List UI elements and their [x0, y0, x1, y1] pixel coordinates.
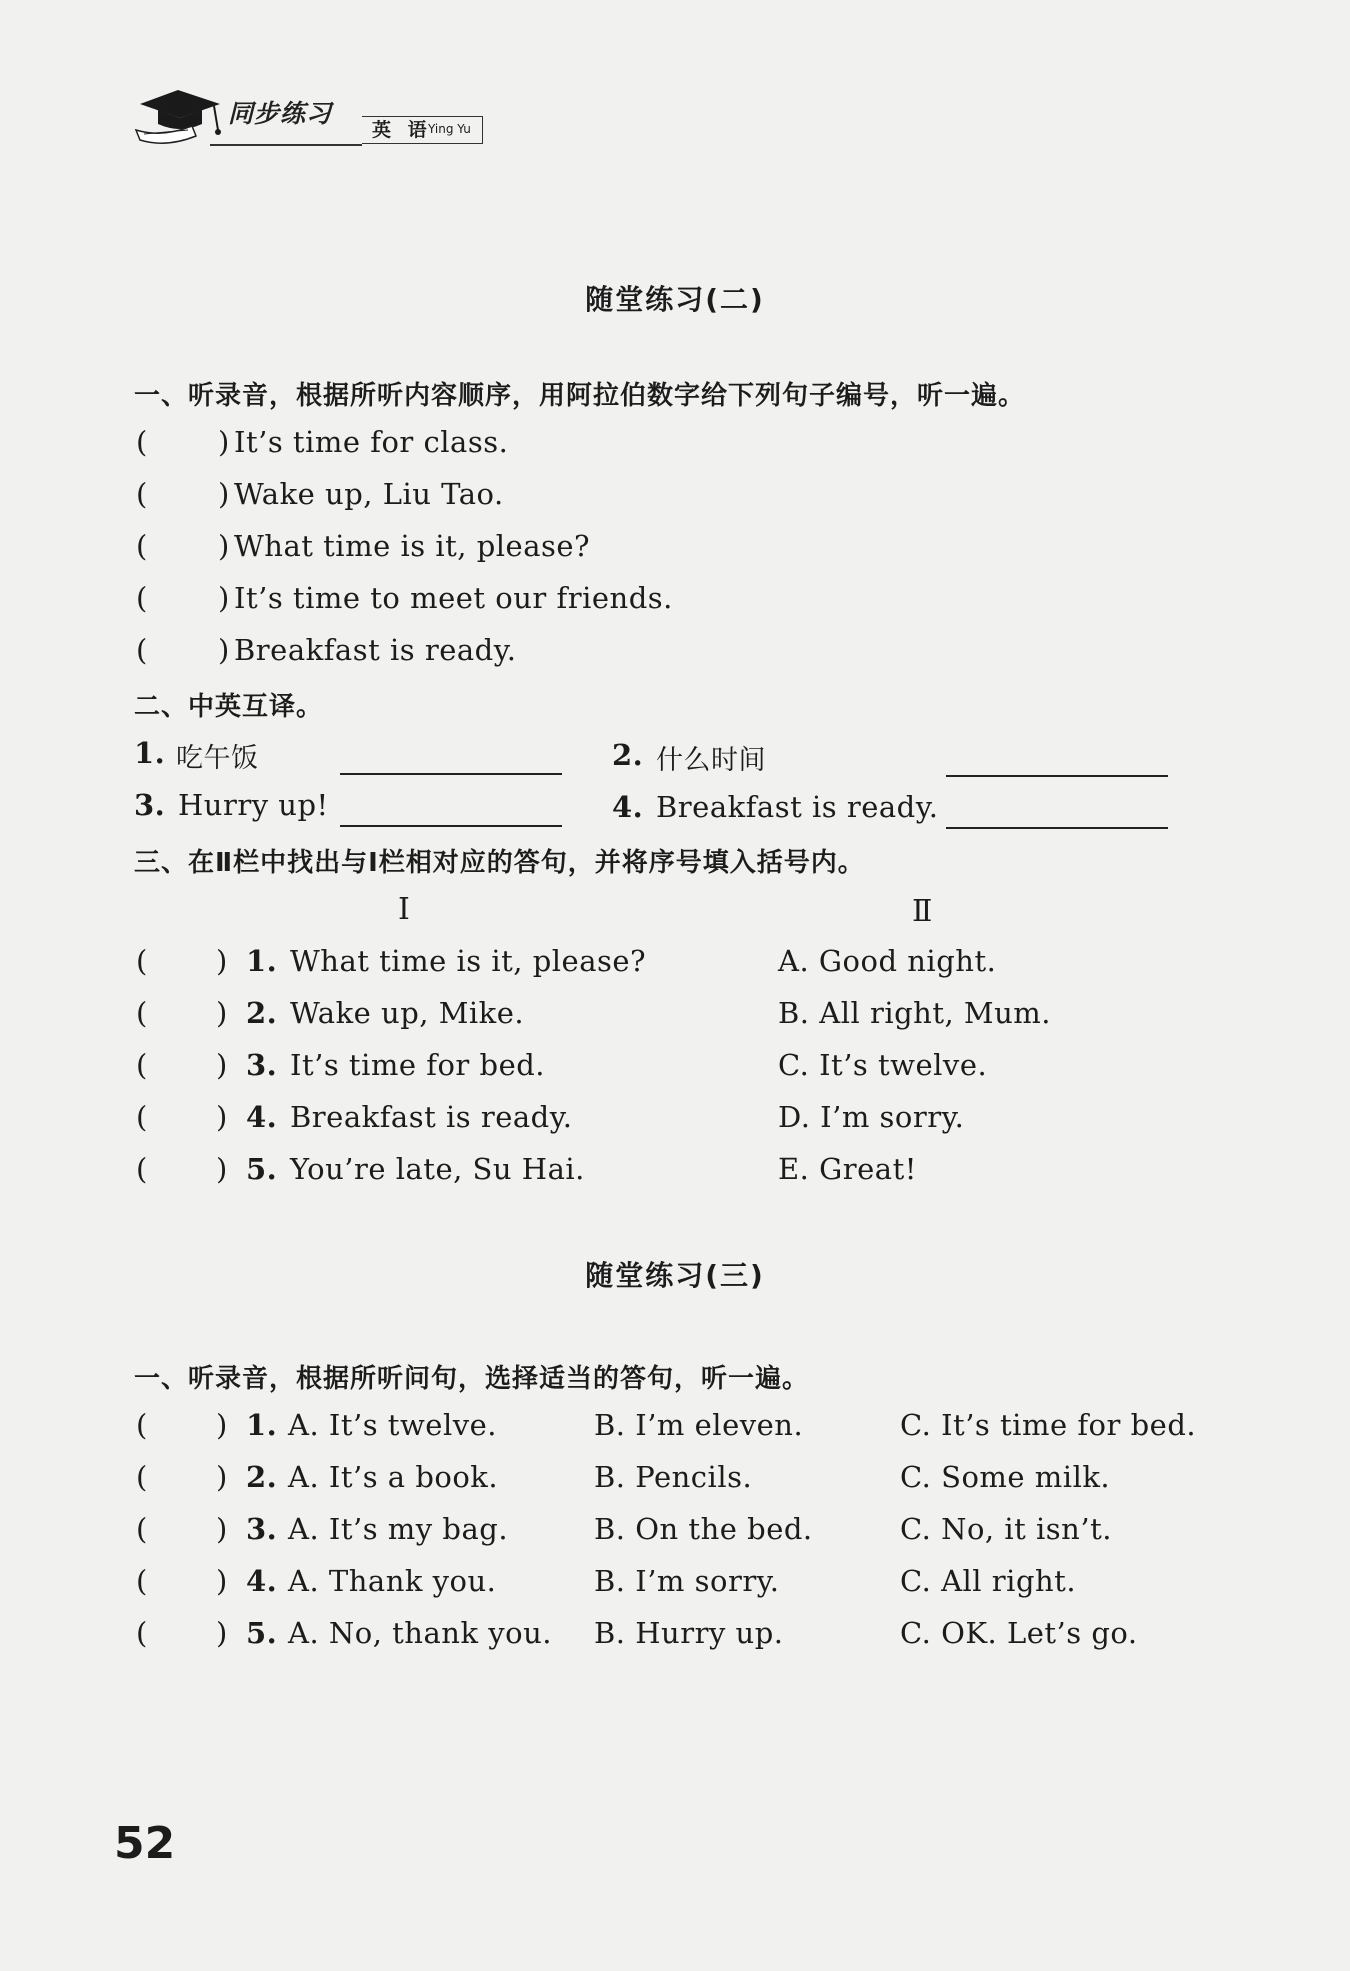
option-a: A. It’s twelve.	[288, 1408, 497, 1442]
answer-option: D. I’m sorry.	[778, 1100, 965, 1134]
question-text: Breakfast is ready.	[290, 1100, 573, 1134]
item-number: 2.	[612, 738, 644, 772]
sentence-text: It’s time for class.	[234, 425, 509, 459]
option-c: C. All right.	[900, 1564, 1077, 1598]
answer-blank[interactable]	[946, 827, 1168, 829]
exercise-heading: 一、听录音，根据所听问句，选择适当的答句，听一遍。	[134, 1364, 810, 1394]
graduation-cap-icon	[132, 86, 232, 152]
option-b: B. On the bed.	[594, 1512, 813, 1546]
brand-title: 同步练习	[228, 99, 333, 128]
option-a: A. It’s a book.	[288, 1460, 499, 1494]
workbook-page: 同步练习 英 语 Ying Yu 随堂练习(二) 一、听录音，根据所听内容顺序，用阿拉伯数字给下列句子编号，听一遍。 ( ) It’s time for class. ( ) Wake up, Liu Tao. ( ) What time is it, please? ( ) It’s time to meet our friends. ( ) Breakfast is ready. 二、中英互译。 1. 吃午饭 2. 什么时间 3. Hurry up! 4. Breakfast is ready. 三、在Ⅱ栏中找出与Ⅰ栏相对应的答句，并将序号填入括号内。 Ⅰ Ⅱ ( ) 1. What time is it, please? A. Good night. ( ) 2. Wake up, Mike. B. All right, Mum. ( ) 3. It’s time for bed. C. It’s twelve. ( ) 4. Breakfast is ready. D. I’m sorry. ( ) 5. You’re late, Su Hai. E. Great! 随堂练习(三) 一、听录音，根据所听问句，选择适当的答句，听一遍。 ( ) 1. A. It’s twelve. B. I’m eleven. C. It’s time for bed. ( ) 2. A. It’s a book. B. Pencils. C. Some milk. ( ) 3. A. It’s my bag. B. On the bed. C. No, it isn’t. ( ) 4. A. Thank you. B. I’m sorry. C. All right. ( ) 5. A. No, thank you. B. Hurry up. C. OK. Let’s go. 52	[0, 0, 1350, 1971]
item-text: 什么时间	[656, 745, 766, 776]
option-b: B. I’m sorry.	[594, 1564, 780, 1598]
answer-blank[interactable]	[340, 825, 562, 827]
answer-blank[interactable]	[340, 773, 562, 775]
item-number: 1.	[134, 736, 166, 770]
item-text: 吃午饭	[176, 743, 259, 774]
page-header	[132, 86, 492, 152]
subject-pinyin: Ying Yu	[428, 122, 471, 136]
option-b: B. Hurry up.	[594, 1616, 784, 1650]
item-text: Breakfast is ready.	[656, 790, 939, 824]
answer-option: E. Great!	[778, 1152, 917, 1186]
option-a: A. Thank you.	[288, 1564, 497, 1598]
column-label: Ⅱ	[912, 894, 933, 929]
item-text: Hurry up!	[178, 788, 329, 822]
exercise-heading: 三、在Ⅱ栏中找出与Ⅰ栏相对应的答句，并将序号填入括号内。	[134, 848, 865, 878]
answer-option: B. All right, Mum.	[778, 996, 1052, 1030]
option-c: C. Some milk.	[900, 1460, 1111, 1494]
item-number: 3.	[246, 1048, 278, 1082]
question-text: You’re late, Su Hai.	[290, 1152, 585, 1186]
option-a: A. No, thank you.	[288, 1616, 552, 1650]
answer-option: A. Good night.	[778, 944, 997, 978]
item-number: 1.	[246, 1408, 278, 1442]
item-number: 5.	[246, 1616, 278, 1650]
option-a: A. It’s my bag.	[288, 1512, 509, 1546]
item-number: 5.	[246, 1152, 278, 1186]
question-text: It’s time for bed.	[290, 1048, 546, 1082]
option-c: C. It’s time for bed.	[900, 1408, 1197, 1442]
subject-box	[362, 116, 483, 144]
sentence-text: Breakfast is ready.	[234, 633, 517, 667]
option-c: C. No, it isn’t.	[900, 1512, 1112, 1546]
option-b: B. Pencils.	[594, 1460, 753, 1494]
item-number: 2.	[246, 996, 278, 1030]
answer-blank[interactable]	[946, 775, 1168, 777]
sentence-text: Wake up, Liu Tao.	[234, 477, 504, 511]
section-title: 随堂练习(二)	[585, 283, 765, 316]
subject-label: 英 语	[372, 119, 432, 141]
sentence-text: What time is it, please?	[234, 529, 591, 563]
item-number: 3.	[134, 788, 166, 822]
column-label: Ⅰ	[398, 892, 410, 927]
item-number: 1.	[246, 944, 278, 978]
answer-option: C. It’s twelve.	[778, 1048, 988, 1082]
item-number: 4.	[246, 1564, 278, 1598]
item-number: 2.	[246, 1460, 278, 1494]
question-text: Wake up, Mike.	[290, 996, 525, 1030]
option-c: C. OK. Let’s go.	[900, 1616, 1138, 1650]
exercise-heading: 二、中英互译。	[134, 692, 324, 722]
exercise-heading: 一、听录音，根据所听内容顺序，用阿拉伯数字给下列句子编号，听一遍。	[134, 381, 1026, 411]
section-title: 随堂练习(三)	[585, 1259, 765, 1292]
option-b: B. I’m eleven.	[594, 1408, 804, 1442]
item-number: 4.	[612, 790, 644, 824]
item-number: 3.	[246, 1512, 278, 1546]
page-number: 52	[114, 1818, 176, 1869]
sentence-text: It’s time to meet our friends.	[234, 581, 673, 615]
header-divider	[210, 144, 362, 146]
item-number: 4.	[246, 1100, 278, 1134]
question-text: What time is it, please?	[290, 944, 647, 978]
